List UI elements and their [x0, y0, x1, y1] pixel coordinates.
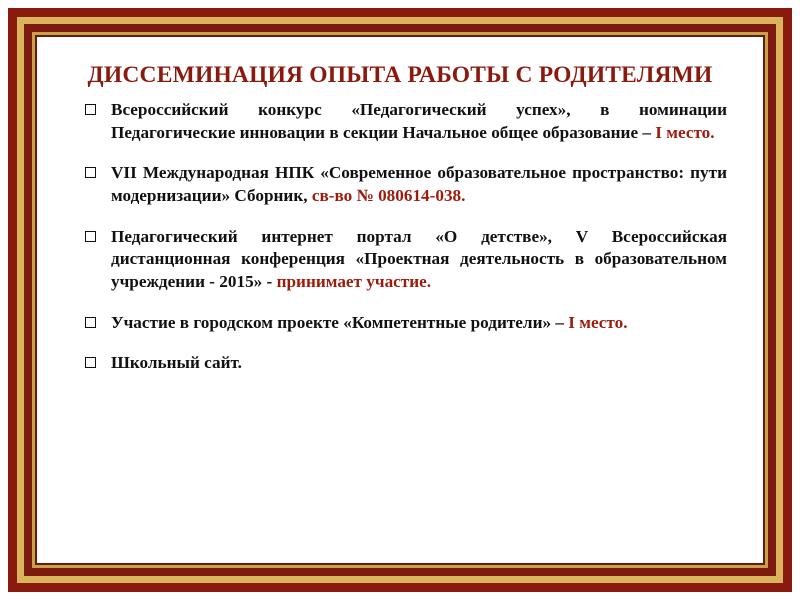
list-item-highlight: I место. [568, 312, 628, 332]
list-item [85, 312, 727, 335]
square-bullet-icon [85, 317, 96, 328]
decorative-frame-inner-dark [24, 24, 776, 576]
list-item [85, 352, 727, 375]
square-bullet-icon [85, 231, 96, 242]
list-item [85, 226, 727, 294]
decorative-frame-outer [8, 8, 792, 592]
square-bullet-icon [85, 167, 96, 178]
decorative-frame-gold [17, 17, 783, 583]
list-item-text: Школьный сайт. [111, 353, 242, 373]
list-item-text: VII Международная НПК «Современное образовательное пространство: пути модернизации» Сборник, [111, 163, 727, 205]
decorative-frame-thin-gold [32, 32, 768, 568]
list-item [85, 99, 727, 144]
list-item [85, 162, 727, 207]
list-item-highlight: принимает участие. [276, 272, 432, 292]
slide-canvas [35, 35, 765, 565]
list-item-text: Педагогический интернет портал «О детстве», V Всероссийская дистанционная конференция «Проектная деятельность в образовательном учреждении - 2015» - [111, 226, 727, 292]
list-item-text: Всероссийский конкурс «Педагогический успех», в номинации Педагогические инновации в секции Начальное общее образование – [111, 99, 727, 142]
list-item-highlight: св-во № 080614-038. [311, 185, 466, 205]
list-item-highlight: I место. [655, 122, 715, 142]
slide-title: ДИССЕМИНАЦИЯ ОПЫТА РАБОТЫ С РОДИТЕЛЯМИ [87, 62, 713, 88]
list-item-text: Участие в городском проекте «Компетентные родители» – [111, 312, 569, 332]
square-bullet-icon [85, 104, 96, 115]
bullet-list [63, 99, 737, 375]
square-bullet-icon [85, 357, 96, 368]
